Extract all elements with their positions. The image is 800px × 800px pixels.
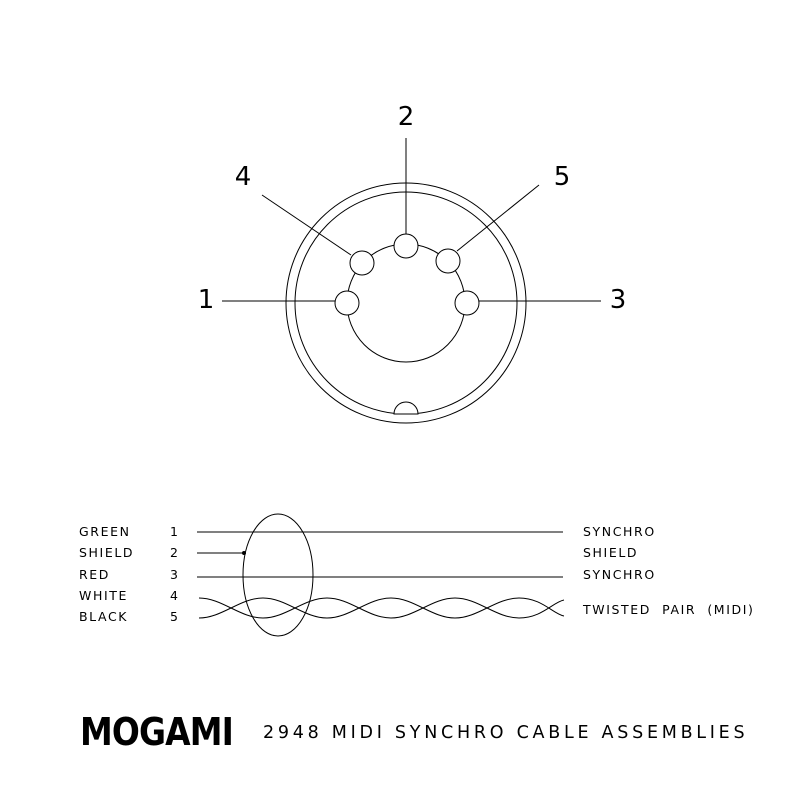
- wire-color-label: SHIELD: [79, 545, 135, 560]
- pin-3-label: 3: [609, 285, 627, 315]
- wire-pin-number: 4: [170, 588, 178, 603]
- wire-color-label: RED: [79, 567, 111, 582]
- wiring-schematic: [79, 514, 754, 636]
- brand-logo: MOGAMI: [80, 710, 233, 754]
- pin-1-contact: [335, 291, 359, 315]
- function-label-synchro: SYNCHRO: [583, 567, 656, 582]
- pin-5-label: 5: [553, 162, 571, 192]
- wire-pin-number: 5: [170, 609, 178, 624]
- pin-4-label: 4: [234, 162, 252, 192]
- pin-2-contact: [394, 234, 418, 258]
- wire-pin-number: 3: [170, 567, 178, 582]
- pin-4-contact: [350, 251, 374, 275]
- pin-3-contact: [455, 291, 479, 315]
- pin-5-contact: [436, 249, 460, 273]
- pin-2-label: 2: [397, 102, 415, 132]
- wire-color-label: GREEN: [79, 524, 131, 539]
- wire-pin-number: 1: [170, 524, 178, 539]
- document-title: 2948 MIDI SYNCHRO CABLE ASSEMBLIES: [263, 723, 747, 743]
- pin-1-label: 1: [197, 285, 215, 315]
- connector-key-notch: [394, 402, 418, 414]
- twisted-pair-wire-a: [199, 598, 564, 618]
- wire-pin-number: 2: [170, 545, 178, 560]
- function-label-synchro: SYNCHRO: [583, 524, 656, 539]
- twisted-pair-wire-b: [199, 598, 564, 618]
- function-label-shield: SHIELD: [583, 545, 639, 560]
- wire-color-label: WHITE: [79, 588, 128, 603]
- din-connector-face: [198, 102, 627, 423]
- function-label-twisted-pair: TWISTED PAIR (MIDI): [583, 602, 755, 617]
- footer: [80, 710, 747, 754]
- wire-color-label: BLACK: [79, 609, 129, 624]
